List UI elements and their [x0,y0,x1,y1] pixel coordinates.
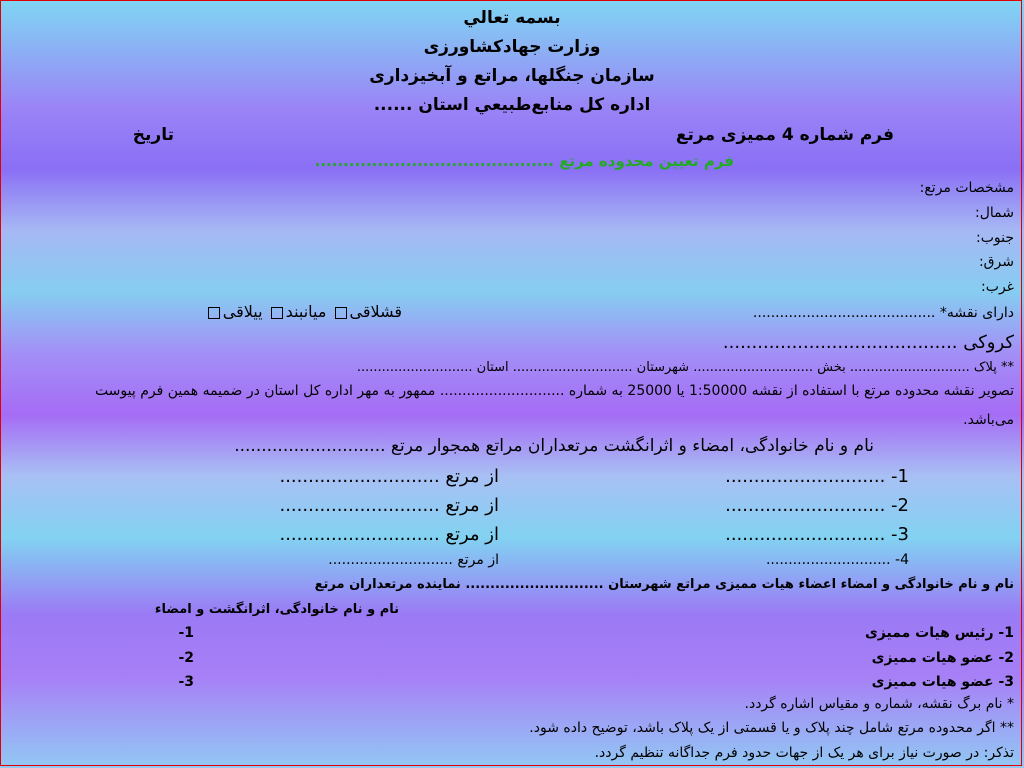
header-line-1: بسمه تعالي [463,8,561,28]
form-subtitle: فرم تعیین محدوده مرتع .......................................... [314,152,734,170]
member-1-role: 1- رئیس هیات ممیزی [864,625,1014,641]
header-line-4: اداره کل منابع‌طبیعي استان ...... [373,95,651,115]
image-note-line-1: تصویر نقشه محدوده مرتع با استفاده از نقشه 1:50000 یا 25000 به شماره ............................ ممهور به مهر اداره کل استان در ضمیمه همین فرم پیوست [94,383,1014,399]
neighbor-4-number: 4- ............................ [765,552,909,568]
member-2-number: 2- [178,650,194,666]
header-line-2: وزارت جهادکشاورزی [423,37,601,57]
specs-north: شمال: [975,205,1014,221]
specs-west: غرب: [981,279,1014,295]
image-note-line-2: می‌باشد. [963,412,1014,428]
neighbor-3-number: 3- ............................ [725,524,909,545]
map-line: دارای نقشه* ......................................... [752,305,1014,321]
neighbor-1-number: 1- ............................ [725,466,909,487]
form-title: فرم شماره 4 ممیزی مرتع [675,125,894,145]
specs-south: جنوب: [975,230,1014,246]
specs-title: مشخصات مرتع: [919,180,1014,196]
footnote-1: * نام برگ نقشه، شماره و مقیاس اشاره گردد. [744,696,1014,712]
member-1-number: 1- [178,625,194,641]
croquis-line: کروکی ......................................... [722,332,1014,353]
neighbor-2-from: از مرتع ............................ [279,495,499,516]
middle-label: میانبند [285,302,327,321]
neighbor-1-from: از مرتع ............................ [279,466,499,487]
winter-checkbox[interactable] [335,307,347,319]
representative-sign-label: نام و نام خانوادگی، اثرانگشت و امضاء [154,602,399,617]
footnote-3: تذکر: در صورت نیاز برای هر یک از جهات حدود فرم جداگانه تنظیم گردد. [594,745,1014,761]
header-line-3: سازمان جنگلها، مراتع و آبخیزداری [369,66,655,86]
neighbor-4-from: از مرتع ............................ [328,552,499,568]
footnote-2: ** اگر محدوده مرتع شامل چند پلاک و یا قسمتی از یک پلاک باشد، توضیح داده شود. [529,720,1014,736]
middle-checkbox[interactable] [271,307,283,319]
date-label: تاریخ [132,125,174,145]
plak-line: ** پلاک ............................. بخش ............................. شهرستان ............................. استان ............................ [356,360,1014,375]
member-3-number: 3- [178,674,194,690]
specs-east: شرق: [978,254,1014,270]
neighbors-title: نام و نام خانوادگی، امضاء و اثرانگشت مرتعداران مراتع همجوار مرتع ............................ [234,436,874,456]
summer-checkbox[interactable] [208,307,220,319]
neighbor-3-from: از مرتع ............................ [279,524,499,545]
rangeland-type-options [205,302,402,321]
summer-label: ییلاقی [222,302,263,321]
member-3-role: 3- عضو هیات ممیزی [871,674,1014,690]
neighbor-2-number: 2- ............................ [725,495,909,516]
member-2-role: 2- عضو هیات ممیزی [871,650,1014,666]
winter-label: قشلاقی [349,302,402,321]
committee-line: نام و نام خانوادگی و امضاء اعضاء هیات ممیزی مراتع شهرستان ............................ نماینده مرتعداران مرتع [314,577,1014,592]
